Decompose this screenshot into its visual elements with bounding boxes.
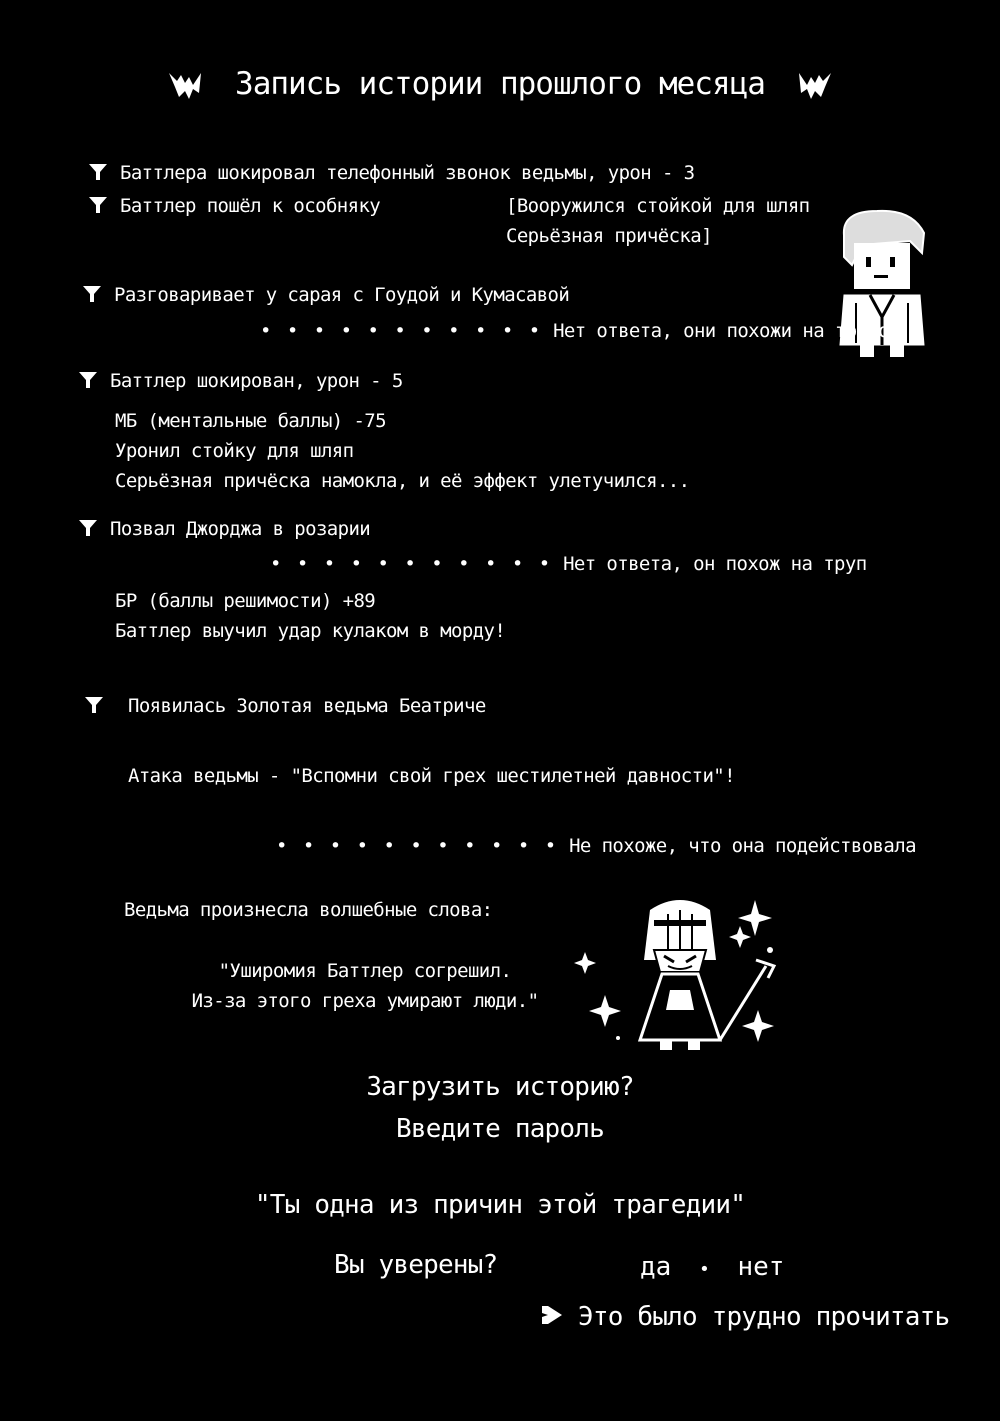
choice-group — [640, 1252, 784, 1282]
witch-quote: "Уширомия Баттлер согрешил. — [218, 960, 512, 982]
password-prompt: Введите пароль — [396, 1114, 604, 1144]
beatrice-sprite — [570, 890, 785, 1060]
funnel-bullet-icon — [82, 284, 102, 304]
log-detail: Ведьма произнесла волшебные слова: — [124, 899, 493, 921]
log-entry: Позвал Джорджа в розарии — [78, 518, 370, 540]
funnel-bullet-icon — [84, 695, 104, 715]
log-detail: Баттлер выучил удар кулаком в морду! — [115, 620, 506, 642]
log-entry: Появилась Золотая ведьма Беатриче — [84, 695, 486, 717]
load-question: Загрузить историю? — [366, 1072, 634, 1102]
log-detail: МБ (ментальные баллы) -75 — [115, 410, 386, 432]
log-note: [Вооружился стойкой для шляп — [506, 195, 810, 217]
funnel-bullet-icon — [88, 162, 108, 182]
log-detail: Серьёзная причёска намокла, и её эффект улетучился... — [115, 470, 690, 492]
log-detail: Атака ведьмы - "Вспомни свой грех шестилетней давности"! — [128, 765, 735, 787]
footer-note: Это было трудно прочитать — [540, 1302, 949, 1332]
bat-icon — [793, 69, 833, 103]
funnel-bullet-icon — [78, 370, 98, 390]
yes-button[interactable]: да — [640, 1252, 672, 1282]
arrow-pointer-icon — [540, 1303, 564, 1327]
log-detail: Уронил стойку для шляп — [115, 440, 354, 462]
witch-quote: Из-за этого греха умирают люди." — [191, 990, 539, 1012]
no-button[interactable]: нет — [737, 1252, 785, 1282]
log-entry: Баттлер пошёл к особняку — [88, 195, 380, 217]
funnel-bullet-icon — [78, 518, 98, 538]
log-reply: • • • • • • • • • • • Не похоже, что она подействовала — [276, 835, 916, 857]
log-detail: БР (баллы решимости) +89 — [115, 590, 376, 612]
log-entry: Баттлера шокировал телефонный звонок ведьмы, урон - 3 — [88, 162, 694, 184]
log-reply: • • • • • • • • • • • Нет ответа, он похож на труп — [270, 553, 867, 575]
choice-separator: • — [698, 1259, 710, 1280]
log-entry: Баттлер шокирован, урон - 5 — [78, 370, 403, 392]
password-input[interactable]: "Ты одна из причин этой трагедии" — [254, 1190, 746, 1220]
title-text: Запись истории прошлого месяца — [235, 66, 765, 102]
log-note: Серьёзная причёска] — [506, 225, 712, 247]
page-title — [0, 66, 1000, 103]
bat-icon — [167, 69, 207, 103]
funnel-bullet-icon — [88, 195, 108, 215]
log-entry: Разговаривает у сарая с Гоудой и Кумасавой — [82, 284, 569, 306]
log-reply: • • • • • • • • • • • Нет ответа, они похожи на трупов — [260, 320, 900, 342]
confirm-question: Вы уверены? — [334, 1250, 498, 1280]
